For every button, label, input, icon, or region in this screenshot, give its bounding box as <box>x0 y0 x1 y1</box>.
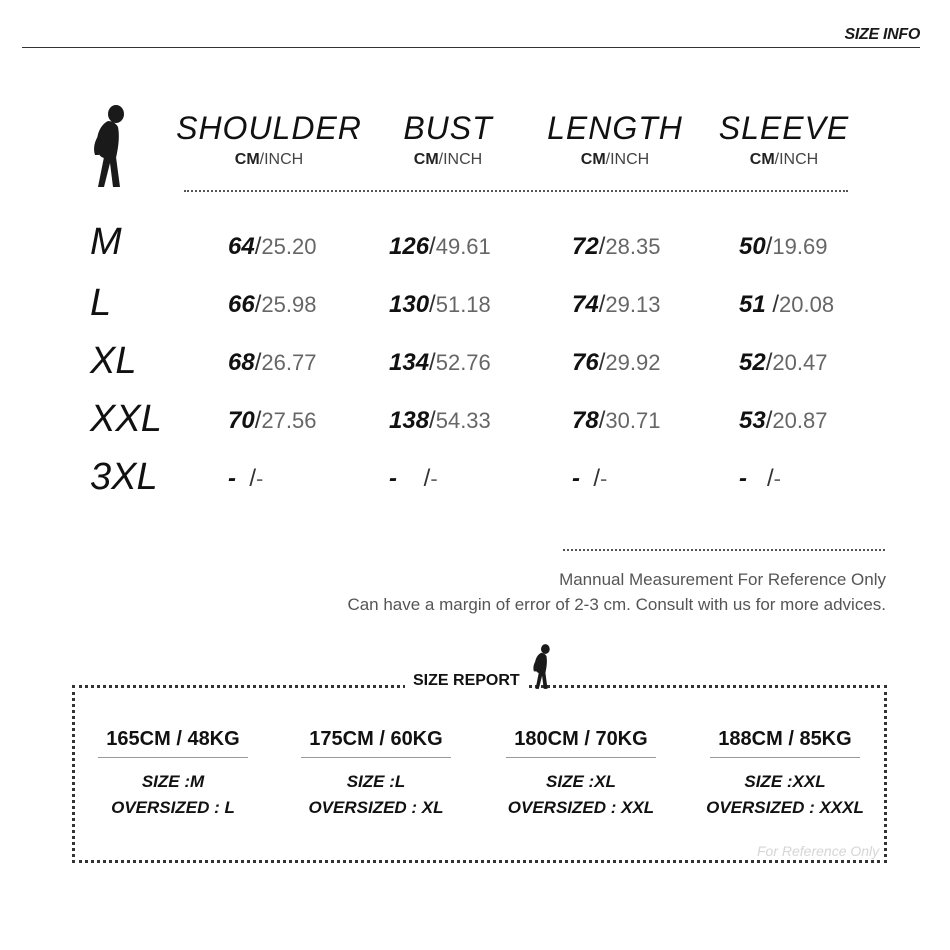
report-oversized: OVERSIZED : XXL <box>507 798 655 817</box>
report-entry <box>73 728 273 818</box>
walking-figure-icon <box>86 103 130 189</box>
measure-cell: 134/52.76 <box>389 349 491 376</box>
report-size: SIZE :M <box>141 772 205 791</box>
header-dotted-divider <box>184 190 848 192</box>
report-entry <box>481 728 681 818</box>
measure-cell: 138/54.33 <box>389 407 491 434</box>
measure-cell: 53/20.87 <box>739 407 828 434</box>
report-oversized: OVERSIZED : XXXL <box>706 798 864 817</box>
column-title: SHOULDER <box>176 110 362 146</box>
size-label-xl: XL <box>90 340 137 382</box>
measure-cell: 64/25.20 <box>228 233 317 260</box>
size-label-l: L <box>90 282 112 324</box>
report-size: SIZE :XL <box>546 772 616 791</box>
measure-cell: 51 /20.08 <box>739 291 835 318</box>
measure-cell: - /- <box>572 465 608 492</box>
measure-cell: 50/19.69 <box>739 233 828 260</box>
measure-cell: 126/49.61 <box>389 233 491 260</box>
column-unit: CM/INCH <box>413 151 483 168</box>
measure-cell: - /- <box>228 465 264 492</box>
walking-figure-icon <box>529 643 553 690</box>
measure-cell: 70/27.56 <box>228 407 317 434</box>
measurement-note: Mannual Measurement For Reference Only <box>559 570 886 589</box>
column-title: LENGTH <box>547 110 683 146</box>
column-header-shoulder <box>174 110 364 169</box>
column-unit: CM/INCH <box>749 151 819 168</box>
report-entry <box>276 728 476 818</box>
column-unit: CM/INCH <box>580 151 650 168</box>
column-title: SLEEVE <box>718 110 850 146</box>
size-label-3xl: 3XL <box>90 456 158 498</box>
report-size: SIZE :XXL <box>744 772 826 791</box>
measure-cell: 68/26.77 <box>228 349 317 376</box>
column-header-length <box>520 110 710 169</box>
column-header-bust <box>353 110 543 169</box>
measure-cell: - /- <box>389 465 438 492</box>
measure-cell: 78/30.71 <box>572 407 661 434</box>
reference-note: For Reference Only <box>757 843 880 859</box>
header-divider <box>22 47 920 48</box>
size-label-m: M <box>90 221 122 263</box>
height-weight: 165CM / 48KG <box>98 728 248 758</box>
height-weight: 175CM / 60KG <box>301 728 451 758</box>
column-unit: CM/INCH <box>234 151 304 168</box>
measure-cell: 66/25.98 <box>228 291 317 318</box>
report-size: SIZE :L <box>346 772 406 791</box>
measure-cell: 76/29.92 <box>572 349 661 376</box>
height-weight: 180CM / 70KG <box>506 728 656 758</box>
size-info-title: SIZE INFO <box>844 26 920 43</box>
measure-cell: 74/29.13 <box>572 291 661 318</box>
column-header-sleeve <box>689 110 879 169</box>
size-label-xxl: XXL <box>90 398 162 440</box>
measure-cell: 72/28.35 <box>572 233 661 260</box>
size-report-title: SIZE REPORT <box>405 672 528 690</box>
column-title: BUST <box>403 110 493 146</box>
report-oversized: OVERSIZED : XL <box>308 798 444 817</box>
report-oversized: OVERSIZED : L <box>111 798 235 817</box>
report-entry <box>685 728 885 818</box>
measure-cell: 52/20.47 <box>739 349 828 376</box>
measure-cell: 130/51.18 <box>389 291 491 318</box>
measure-cell: - /- <box>739 465 781 492</box>
height-weight: 188CM / 85KG <box>710 728 860 758</box>
note-dotted-divider <box>563 549 885 551</box>
margin-note: Can have a margin of error of 2-3 cm. Consult with us for more advices. <box>347 595 886 614</box>
